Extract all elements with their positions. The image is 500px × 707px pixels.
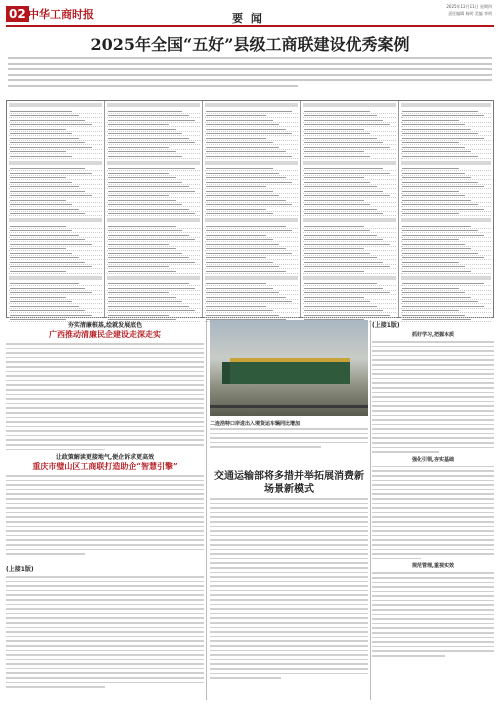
publication-date: 2025年12月11日 星期四 [446, 4, 492, 9]
page-headline: 2025年全国“五好”县级工商联建设优秀案例 [90, 35, 410, 54]
table-row [401, 212, 491, 217]
table-row [9, 212, 102, 217]
editor-line: 责任编辑 杨明 美编 李明 [448, 11, 492, 16]
table-row [303, 269, 396, 274]
table-row [401, 154, 491, 159]
table-region-band [401, 276, 491, 280]
table-row [205, 154, 298, 159]
story-title: 广西推动清廉民企建设走深走实 [49, 329, 161, 339]
section-subhead: 规范管理,重视实效 [412, 563, 454, 570]
table-column [399, 101, 493, 317]
table-column [105, 101, 203, 317]
section-subhead: 强化引领,夯实基础 [412, 456, 454, 463]
table-row [9, 154, 102, 159]
table-row [9, 269, 102, 274]
table-row [303, 212, 396, 217]
table-region-band [9, 161, 102, 165]
story-body [372, 341, 494, 453]
story-body [6, 475, 204, 555]
table-region-band [107, 218, 200, 222]
table-region-band [205, 103, 298, 107]
table-region-band [401, 103, 491, 107]
table-region-band [303, 103, 396, 107]
story-body [6, 576, 204, 688]
masthead-rule [6, 25, 494, 27]
page-number: 02 [6, 6, 29, 22]
story-continued-label: (上接1版) [372, 322, 400, 329]
table-row [205, 212, 298, 217]
story-guangxi [6, 320, 204, 453]
table-row [107, 212, 200, 217]
masthead [0, 0, 500, 28]
paper-name: 中华工商时报 [28, 8, 94, 21]
table-region-band [9, 103, 102, 107]
story-right-column [372, 320, 494, 660]
table-region-band [205, 218, 298, 222]
story-kicker: (上接1版) [6, 566, 34, 573]
table-region-band [9, 218, 102, 222]
story-body [372, 572, 494, 656]
rail-track [210, 405, 368, 408]
table-row [205, 269, 298, 274]
table-region-band [401, 161, 491, 165]
story-title: 重庆市璧山区工商联打造助企“智慧引擎” [32, 461, 178, 471]
table-row [303, 154, 396, 159]
table-region-band [303, 276, 396, 280]
table-region-band [205, 276, 298, 280]
story-body [372, 466, 494, 559]
story-kicker: 夯实清廉根基,绘就发展底色 [67, 322, 143, 329]
story-body [6, 343, 204, 450]
table-region-band [9, 276, 102, 280]
table-column [7, 101, 105, 317]
story-body-transport [210, 498, 368, 682]
photo-caption: 二连浩特口岸进出入境货运车辆同比增加 [210, 421, 301, 427]
column-rule [370, 320, 371, 700]
table-region-band [303, 161, 396, 165]
train-photo [210, 320, 368, 416]
column-rule [206, 320, 207, 700]
table-region-band [303, 218, 396, 222]
freight-train [230, 358, 350, 384]
table-column [301, 101, 399, 317]
intro-paragraph [8, 57, 492, 97]
story-kicker: 让政策解读更接地气,便企诉求更高效 [55, 454, 155, 461]
story-chongqing [6, 452, 204, 558]
table-region-band [107, 276, 200, 280]
table-region-band [401, 218, 491, 222]
section-subhead: 抓好学习,把握本质 [412, 332, 454, 338]
story-title-transport: 交通运输部将多措并举拓展消费新场景新模式 [214, 471, 364, 495]
story-continued [6, 564, 204, 691]
caption-body [210, 428, 368, 451]
section-name: 要 闻 [232, 12, 264, 25]
table-row [107, 154, 200, 159]
table-region-band [107, 103, 200, 107]
cases-table [6, 100, 494, 318]
table-row [401, 269, 491, 274]
table-region-band [107, 161, 200, 165]
table-row [107, 269, 200, 274]
table-region-band [205, 161, 298, 165]
table-column [203, 101, 301, 317]
